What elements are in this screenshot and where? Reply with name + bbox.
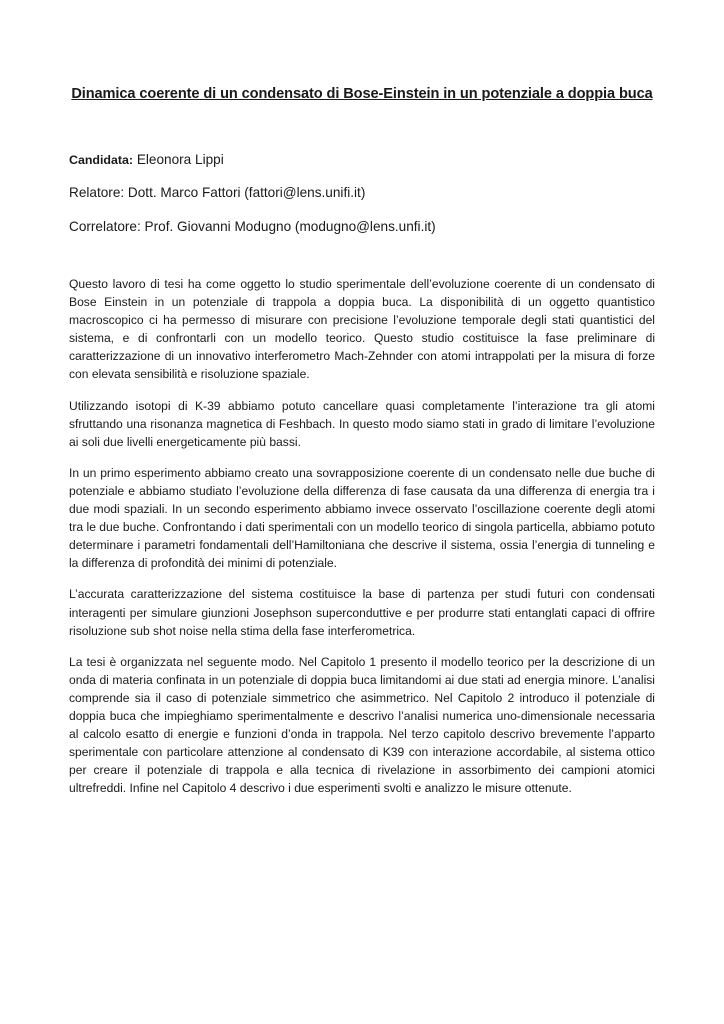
- document-title: Dinamica coerente di un condensato di Bose-Einstein in un potenziale a doppia buca: [71, 86, 653, 102]
- candidata-line: [69, 152, 224, 167]
- correlatore-line: Correlatore: Prof. Giovanni Modugno (modugno@lens.unfi.it): [69, 219, 436, 234]
- relatore-line: Relatore: Dott. Marco Fattori (fattori@lens.unifi.it): [69, 185, 366, 200]
- candidata-label: Candidata:: [69, 153, 134, 167]
- abstract-body: [69, 275, 655, 810]
- candidata-value: Eleonora Lippi: [136, 152, 224, 167]
- paragraph: L’accurata caratterizzazione del sistema costituisce la base di partenza per studi futuri con condensati interagenti per simulare giunzioni Josephson superconduttive e per produrre stati entanglati capaci di offrire risoluzione sub shot noise nella stima della fase interferometrica.: [69, 587, 655, 638]
- paragraph: Utilizzando isotopi di K-39 abbiamo potuto cancellare quasi completamente l’interazione tra gli atomi sfruttando una risonanza magnetica di Feshbach. In questo modo siamo stati in grado di limitare l’evoluzione ai soli due livelli energeticamente più bassi.: [69, 398, 655, 449]
- paragraph: La tesi è organizzata nel seguente modo. Nel Capitolo 1 presento il modello teorico per la descrizione di un onda di materia confinata in un potenziale di doppia buca limitandomi ai due stati ad energia minore. L’analisi comprende sia il caso di potenziale simmetrico che asimmetrico. Nel Capitolo 2 introduco il potenziale di doppia buca che impieghiamo sperimentalmente e descrivo l’analisi numerica uno-dimensionale necessaria al calcolo esatto di energie e funzioni d’onda in trappola. Nel terzo capitolo descrivo brevemente l’apparto sperimentale con particolare attenzione al condensato di K39 con interazione accordabile, al sistema ottico per creare il potenziale di trappola e alla tecnica di rivelazione in assorbimento dei campioni atomici ultrefreddi. Infine nel Capitolo 4 descrivo i due esperimenti svolti e analizzo le misure ottenute.: [69, 654, 655, 796]
- paragraph: In un primo esperimento abbiamo creato una sovrapposizione coerente di un condensato nelle due buche di potenziale e abbiamo studiato l’evoluzione della differenza di fase causata da una differenza di energia tra i due modi spaziali. In un secondo esperimento abbiamo invece osservato l’oscillazione coerente degli atomi tra le due buche. Confrontando i dati sperimentali con un modello teorico di singola particella, abbiamo potuto determinare i parametri fondamentali dell’Hamiltoniana che descrive il sistema, ossia l’energia di tunneling e la differenza di profondità dei minimi di potenziale.: [69, 465, 655, 571]
- paragraph: Questo lavoro di tesi ha come oggetto lo studio sperimentale dell’evoluzione coerente di un condensato di Bose Einstein in un potenziale di trappola a doppia buca. La disponibilità di un oggetto quantistico macroscopico ci ha permesso di misurare con precisione l’evoluzione temporale degli stati quantistici del sistema, e di confrontarli con un modello teorico. Questo studio costituisce la fase preliminare di caratterizzazione di un innovativo interferometro Mach-Zehnder con atomi intrappolati per la misura di forze con elevata sensibilità e risoluzione spaziale.: [69, 277, 655, 382]
